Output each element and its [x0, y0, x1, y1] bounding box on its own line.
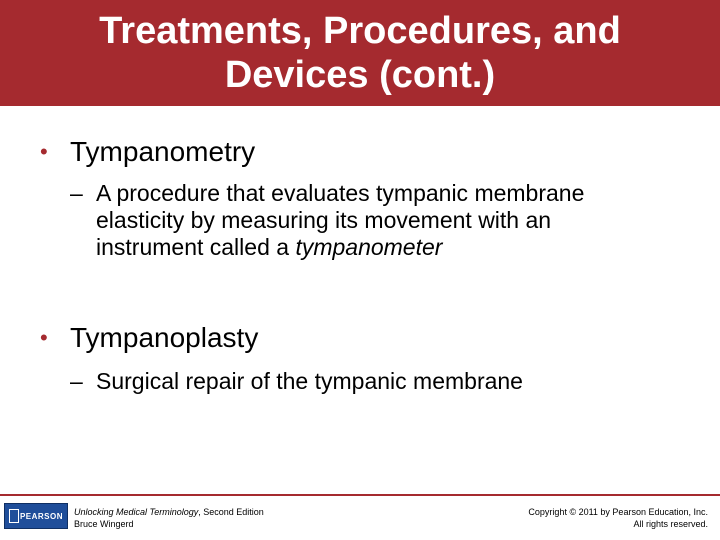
dash-icon: –: [70, 368, 83, 394]
sub-item-italic-term: tympanometer: [295, 234, 443, 260]
footer-rights: All rights reserved.: [633, 519, 708, 529]
sub-item-tympanoplasty: [70, 368, 630, 395]
footer-book-line: [74, 506, 264, 518]
pearson-logo: [4, 503, 68, 529]
bullet-item-tympanometry: [40, 136, 255, 168]
bullet-heading: Tympanoplasty: [70, 322, 259, 353]
bullet-item-tympanoplasty: [40, 322, 258, 354]
footer-book-info: [74, 506, 264, 530]
sub-item-prefix: Surgical repair of the tympanic membrane: [96, 368, 523, 394]
footer-copyright: Copyright © 2011 by Pearson Education, Inc.: [528, 507, 708, 517]
dash-icon: –: [70, 180, 83, 206]
sub-item-tympanometry: [70, 180, 630, 261]
footer-author: Bruce Wingerd: [74, 519, 134, 529]
sub-item-text: [96, 368, 523, 395]
bullet-icon: •: [40, 325, 48, 350]
slide-title: Treatments, Procedures, and Devices (cont.): [99, 10, 621, 96]
bullet-icon: •: [40, 139, 48, 164]
footer-copyright-info: [528, 506, 708, 530]
footer-book-title: Unlocking Medical Terminology: [74, 507, 199, 517]
sub-item-prefix: A procedure that evaluates tympanic membrane elasticity by measuring its movement with an instrument called a: [96, 180, 585, 260]
sub-item-text: [96, 180, 630, 261]
footer-divider: [0, 494, 720, 496]
footer-book-edition: , Second Edition: [198, 507, 264, 517]
logo-text: PEARSON: [19, 511, 63, 521]
title-bar: [0, 0, 720, 106]
bullet-heading: Tympanometry: [70, 136, 256, 167]
logo-mark-icon: [9, 509, 19, 523]
